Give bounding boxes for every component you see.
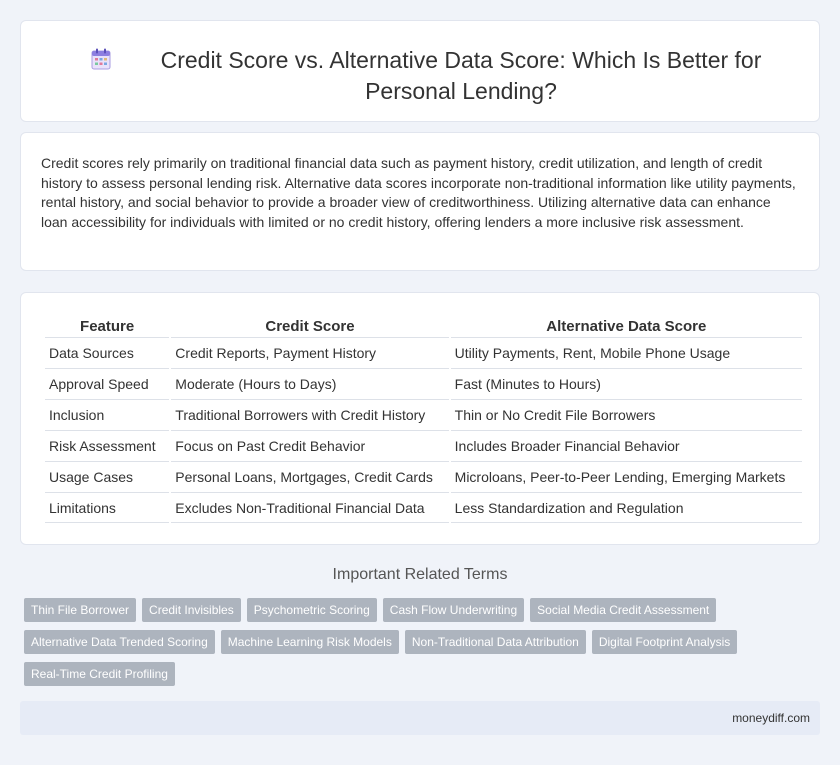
table-cell: Thin or No Credit File Borrowers	[451, 399, 802, 430]
table-row	[45, 337, 802, 368]
tag-thin-file-borrower[interactable]: Thin File Borrower	[24, 598, 136, 622]
table-cell: Excludes Non-Traditional Financial Data	[171, 492, 448, 523]
table-row	[45, 399, 802, 430]
comparison-table-card	[20, 292, 820, 545]
header-feature: Feature	[80, 318, 135, 335]
tag-digital-footprint-analysis[interactable]: Digital Footprint Analysis	[592, 630, 737, 654]
footer-site-link[interactable]: moneydiff.com	[732, 711, 810, 725]
related-terms-heading: Important Related Terms	[332, 566, 508, 583]
calendar-icon	[91, 48, 111, 70]
table-row	[45, 461, 802, 492]
table-cell: Usage Cases	[45, 461, 169, 492]
table-cell: Less Standardization and Regulation	[451, 492, 802, 523]
table-row	[45, 430, 802, 461]
title-card	[20, 20, 820, 122]
tag-non-traditional-data-attribution[interactable]: Non-Traditional Data Attribution	[405, 630, 586, 654]
tag-cash-flow-underwriting[interactable]: Cash Flow Underwriting	[383, 598, 524, 622]
header-alternative-data-score: Alternative Data Score	[546, 318, 707, 335]
footer-bar	[20, 701, 820, 735]
table-cell: Utility Payments, Rent, Mobile Phone Usage	[451, 337, 802, 368]
table-row	[45, 492, 802, 523]
table-cell: Focus on Past Credit Behavior	[171, 430, 448, 461]
tag-alternative-data-trended-scoring[interactable]: Alternative Data Trended Scoring	[24, 630, 215, 654]
tag-social-media-credit-assessment[interactable]: Social Media Credit Assessment	[530, 598, 716, 622]
intro-paragraph: Credit scores rely primarily on traditional financial data such as payment history, credit utilization, and length of credit history to assess personal lending risk. Alternative data scores incorporate non-traditional information like utility payments, rental history, and social behavior to provide a broader view of creditworthiness. Utilizing alternative data can enhance loan accessibility for individuals with limited or no credit history, offering lenders a more inclusive risk assessment.	[41, 155, 796, 230]
table-cell: Approval Speed	[45, 368, 169, 399]
tag-machine-learning-risk-models[interactable]: Machine Learning Risk Models	[221, 630, 399, 654]
table-cell: Data Sources	[45, 337, 169, 368]
table-cell: Inclusion	[45, 399, 169, 430]
table-row	[45, 368, 802, 399]
header-credit-score: Credit Score	[265, 318, 355, 335]
table-cell: Personal Loans, Mortgages, Credit Cards	[171, 461, 448, 492]
table-header-row	[45, 313, 802, 337]
table-cell: Fast (Minutes to Hours)	[451, 368, 802, 399]
table-cell: Moderate (Hours to Days)	[171, 368, 448, 399]
table-cell: Includes Broader Financial Behavior	[451, 430, 802, 461]
table-cell: Microloans, Peer-to-Peer Lending, Emerging Markets	[451, 461, 802, 492]
related-terms-list	[24, 598, 784, 686]
table-cell: Credit Reports, Payment History	[171, 337, 448, 368]
tag-credit-invisibles[interactable]: Credit Invisibles	[142, 598, 241, 622]
table-cell: Risk Assessment	[45, 430, 169, 461]
table-cell: Limitations	[45, 492, 169, 523]
tag-psychometric-scoring[interactable]: Psychometric Scoring	[247, 598, 377, 622]
comparison-table	[43, 313, 804, 523]
page-title: Credit Score vs. Alternative Data Score: Which Is Better for Personal Lending?	[160, 47, 762, 104]
table-cell: Traditional Borrowers with Credit History	[171, 399, 448, 430]
intro-card	[20, 132, 820, 271]
tag-real-time-credit-profiling[interactable]: Real-Time Credit Profiling	[24, 662, 175, 686]
